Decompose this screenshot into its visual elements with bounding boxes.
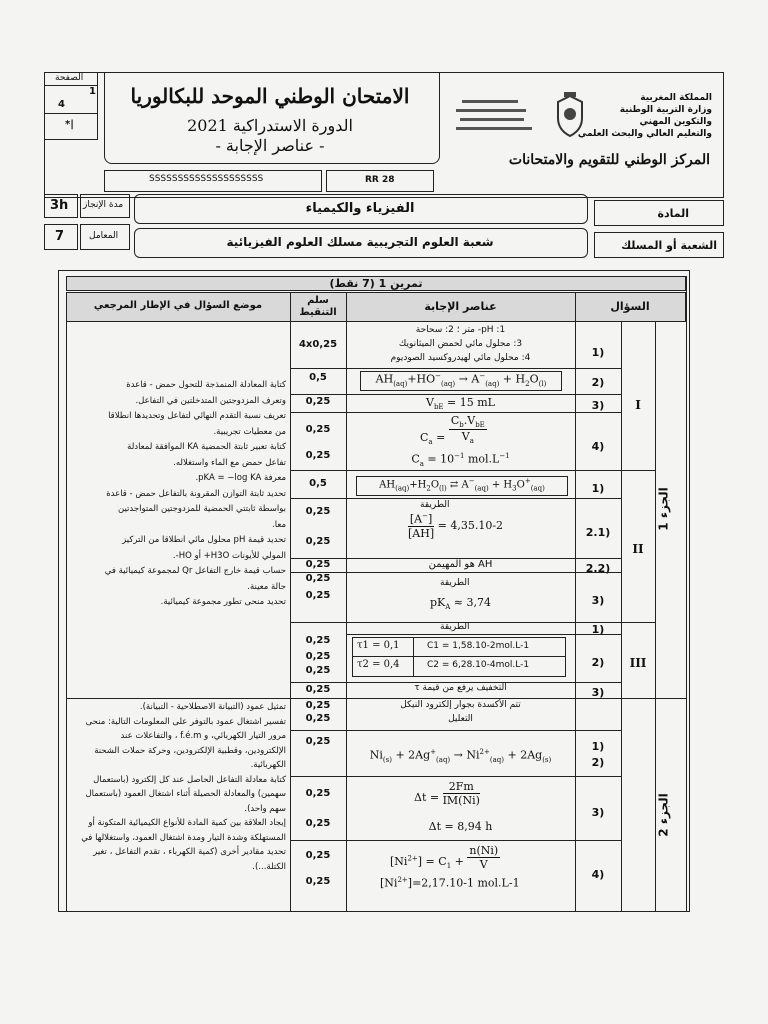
- reference-line: تعريف نسبة التقدم النهائي لتفاعل وتحديدها انطلاقا: [108, 411, 286, 421]
- code-short: RR 28: [365, 175, 395, 185]
- ans-I-4-result: $C_a = 10^{-1}$ $mol.L^{-1}$: [411, 452, 510, 468]
- branch-value: شعبة العلوم التجريبية مسلك العلوم الفيزيائية: [226, 235, 494, 249]
- branch-value-box: [134, 228, 588, 258]
- ans-P2-1-line1: تتم الأكسدة بجوار إلكترود النيكل: [400, 700, 521, 710]
- ans-P2-2: $Ni_{(s)} + 2Ag^+_{(aq)} \to Ni^{2+}_{(aq)} + 2Ag_{(s)}$: [369, 748, 552, 764]
- branch-label-box: [594, 232, 724, 258]
- ans-I-2: $AH_{(aq)}+HO^-_{(aq)} \to A^-_{(aq)} + H_2O_{(l)}$: [360, 371, 562, 391]
- ans-P2-3-value: Δt = 8,94 h: [428, 820, 493, 833]
- pts-P2-2: 0,25: [305, 736, 331, 747]
- subject-label-box: [594, 200, 724, 226]
- ministry-name: المملكة المغربية وزارة التربية الوطنية والتكوين المهني والتعليم العالي والبحث العلمي: [577, 93, 712, 139]
- reference-line: من معطيات تجريبية.: [213, 426, 286, 437]
- pts-I-4-a: 0,25: [305, 424, 331, 435]
- reference-line: تمثيل عمود (التبيانة الاصطلاحية - التبيانة).: [139, 702, 286, 712]
- pts-P2-3-b: 0,25: [305, 818, 331, 829]
- ans-II-3-label: الطريقة: [440, 578, 470, 588]
- pts-I-1: 4x0,25: [298, 339, 338, 350]
- ans-II-3-value: $pK_A \approx 3,74$: [429, 596, 492, 612]
- reference-line: كتابة معادلة التفاعل الحاصل عند كل إلكترود (باستعمال: [93, 774, 286, 785]
- code-short-box: [326, 170, 434, 192]
- reference-line: معرفة pKA = −log KA.: [195, 473, 286, 483]
- ans-III-1: الطريقة: [440, 622, 470, 632]
- col-ref-header: موضع السؤال في الإطار المرجعي: [93, 300, 263, 311]
- ans-II-2-1-value: = 4,35.10-2: [437, 518, 504, 532]
- q-II-2-1: 2.1): [585, 526, 611, 539]
- tau1: τ1 = 0,1: [357, 640, 400, 651]
- part1-label: الجزء 1: [656, 487, 671, 531]
- pts-P2-4-b: 0,25: [305, 876, 331, 887]
- page-number: 1: [89, 86, 96, 97]
- reference-line: حالة معينة.: [247, 581, 286, 592]
- section-II-label: II: [632, 542, 644, 556]
- ans-I-1-line2: 3: محلول مائي لحمض الميثانويك: [398, 339, 523, 349]
- subject-value-box: [134, 194, 588, 224]
- pts-I-2: 0,5: [309, 372, 327, 383]
- reference-line: المولي للأيونات H3O+ أو HO-.: [172, 550, 286, 561]
- q-III-3: 3): [591, 686, 605, 699]
- ans-I-1-line1: pH :1- متر ؛ 2: سحاحة: [415, 325, 506, 335]
- reference-line: حساب قيمة خارج التفاعل Qr لمجموعة كيميائية في: [104, 566, 286, 576]
- reference-line: الكتلة...).: [252, 861, 286, 872]
- pts-II-3-a: 0,25: [305, 573, 331, 584]
- c2: C2 = 6,28.10-4mol.L-1: [427, 660, 530, 670]
- pts-III-3: 0,25: [305, 684, 331, 695]
- ans-P2-4-value: $[Ni^{2+}]=2,17.10-1$ mol.L-1: [380, 876, 520, 890]
- pts-III-2-b: 0,25: [305, 665, 331, 676]
- session-title: الدورة الاستدراكية 2021: [187, 116, 353, 135]
- coef-label: المعامل: [89, 231, 119, 241]
- ans-II-2-1-label: الطريقة: [420, 500, 450, 510]
- subject-value: الفيزياء والكيمياء: [305, 201, 415, 216]
- col-question-header: السؤال: [610, 300, 650, 313]
- ministry-logo-area: [448, 82, 716, 192]
- q-II-2-2: 2.2): [585, 562, 611, 575]
- page-total: 4: [58, 99, 65, 110]
- ans-P2-4-formula: $[Ni^{2+}] = C_1$ + $\frac{n(Ni)}{V}$: [390, 844, 499, 871]
- section-III-label: III: [629, 656, 647, 670]
- q-II-1: 1): [591, 482, 605, 495]
- reference-line: تحديد قيمة pH محلول مائي انطلاقا من التركيز: [122, 535, 286, 545]
- col-answers-header: عناصر الإجابة: [424, 300, 497, 313]
- reference-line: الكهربائية.: [250, 760, 286, 770]
- ans-II-2-2: AH هو المهيمن: [428, 559, 493, 570]
- exercise-title-bar: [66, 276, 686, 291]
- pts-III-1: 0,25: [305, 635, 331, 646]
- ans-II-2-1-formula: $\frac{[A^-]}{[AH]}$ = 4,35.10-2: [408, 512, 504, 540]
- answer-elements-subtitle: - عناصر الإجابة -: [215, 136, 325, 155]
- pts-P2-1-a: 0,25: [305, 700, 331, 711]
- reference-line: تحديد ثابتة التوازن المقرونة بالتفاعل حمض - قاعدة: [106, 488, 286, 499]
- reference-line: بواسطة ثابتتي الحمضية للمزدوجتين المتواجدتين: [117, 504, 286, 514]
- coef-label-box: [80, 224, 130, 250]
- q-III-2: 2): [591, 656, 605, 669]
- code-long: SSSSSSSSSSSSSSSSSSSS: [149, 174, 264, 184]
- exam-title: الامتحان الوطني الموحد للبكالوريا: [130, 84, 410, 108]
- reference-line: المستهلكة وشدة التيار ومدة اشتغال العمود، واستغلالها في: [81, 832, 286, 843]
- pts-I-4-b: 0,25: [305, 450, 331, 461]
- duration-value-box: [44, 194, 78, 218]
- q-P2-4: 4): [591, 868, 605, 881]
- q-I-1: 1): [591, 346, 605, 359]
- duration-label: مدة الإنجاز: [83, 200, 124, 210]
- subject-label: المادة: [657, 207, 689, 220]
- pts-III-2-a: 0,25: [305, 651, 331, 662]
- tifinagh-text: [456, 96, 536, 146]
- c1: C1 = 1,58.10-2mol.L-1: [427, 641, 530, 651]
- evaluation-center-name: المركز الوطني للتقويم والامتحانات: [508, 152, 710, 168]
- reference-line: تفسير اشتغال عمود بالتوفر على المعلومات التالية: منحى: [85, 716, 286, 727]
- ans-I-4-formula: $C_a$ = $C_b.V_{bE}$ $V_a$: [420, 414, 485, 446]
- ans-III-2-grid: [352, 637, 566, 677]
- reference-line: الإلكترودين، وقطبية الإلكترودين، وحركة حملات الشحنة: [94, 745, 286, 756]
- branch-label: الشعبة أو المسلك: [621, 239, 717, 252]
- coef-value: 7: [55, 229, 65, 244]
- section-I-label: I: [635, 398, 641, 412]
- pts-II-2-2: 0,25: [305, 559, 331, 570]
- part1-label-cell: [656, 322, 686, 698]
- coef-value-box: [44, 224, 78, 250]
- ans-I-3: $V_{bE} = 15$ mL: [426, 396, 495, 412]
- exercise-title: تمرين 1 (7 نقط): [329, 277, 423, 290]
- duration-label-box: [80, 194, 130, 218]
- reference-line: تفاعل حمض مع الماء واستغلاله.: [173, 457, 286, 468]
- reference-line: سهمين) والمعادلة الحصيلة أثناء اشتغال العمود (باستعمال: [85, 789, 286, 799]
- ans-III-3: التخفيف يرفع من قيمة τ: [414, 683, 507, 693]
- ans-I-1-line3: 4: محلول مائي لهيدروكسيد الصوديوم: [390, 353, 531, 363]
- page-code: *|: [65, 119, 74, 130]
- reference-line: تحديد منحى تطور مجموعة كيميائية.: [160, 597, 286, 607]
- col-scale-header: سلم التنقيط: [299, 295, 337, 318]
- ans-P2-3-formula: Δt = $\frac{2Fm}{IM(Ni)}$: [414, 780, 480, 807]
- reference-line: إيجاد العلاقة بين كمية المادة للأنواع الكيميائية المتكونة أو: [88, 818, 286, 828]
- q-III-1: 1): [591, 623, 605, 636]
- reference-line: كتابة المعادلة المنمذجة للتحول حمض - قاعدة: [126, 380, 286, 390]
- pts-II-1: 0,5: [309, 478, 327, 489]
- duration-value: 3h: [50, 198, 69, 213]
- ans-P2-1-line2: التعليل: [448, 714, 473, 724]
- reference-line: تحديد مقادير أخرى (كمية الكهرباء ، تقدم التفاعل ، تغير: [93, 847, 286, 857]
- part2-label: الجزء 2: [656, 793, 671, 837]
- q-P2-3: 3): [591, 806, 605, 819]
- reference-line: وتعرف المزدوجتين المتدخلتين في التفاعل.: [135, 395, 286, 406]
- q-II-3: 3): [591, 594, 605, 607]
- q-P2-2: 2): [591, 756, 605, 769]
- q-P2-1: 1): [591, 740, 605, 753]
- reference-line: معا.: [272, 519, 286, 530]
- q-I-3: 3): [591, 399, 605, 412]
- pts-II-2-1-b: 0,25: [305, 536, 331, 547]
- pts-II-3-b: 0,25: [305, 590, 331, 601]
- page-label: الصفحة: [55, 73, 84, 83]
- exam-title-box: [104, 72, 440, 164]
- part2-label-cell: [656, 698, 686, 912]
- reference-line: مرور التيار الكهربائي، و f.é.m ، والتفاعلات عند: [120, 731, 286, 741]
- code-long-box: [104, 170, 322, 192]
- pts-I-3: 0,25: [305, 396, 331, 407]
- q-I-2: 2): [591, 376, 605, 389]
- tau2: τ2 = 0,4: [357, 659, 400, 670]
- pts-P2-4-a: 0,25: [305, 850, 331, 861]
- reference-line: سهم واحد).: [244, 803, 286, 814]
- pts-P2-3-a: 0,25: [305, 788, 331, 799]
- pts-II-2-1-a: 0,25: [305, 506, 331, 517]
- reference-line: كتابة تعبير ثابتة الحمضية KA الموافقة لمعادلة: [127, 442, 286, 452]
- pts-P2-1-b: 0,25: [305, 713, 331, 724]
- ans-II-1: $AH_{(aq)}+H_2O_{(l)}$ ⇄ $A^-_{(aq)} + H_3O^+_{(aq)}$: [356, 476, 568, 496]
- q-I-4: 4): [591, 440, 605, 453]
